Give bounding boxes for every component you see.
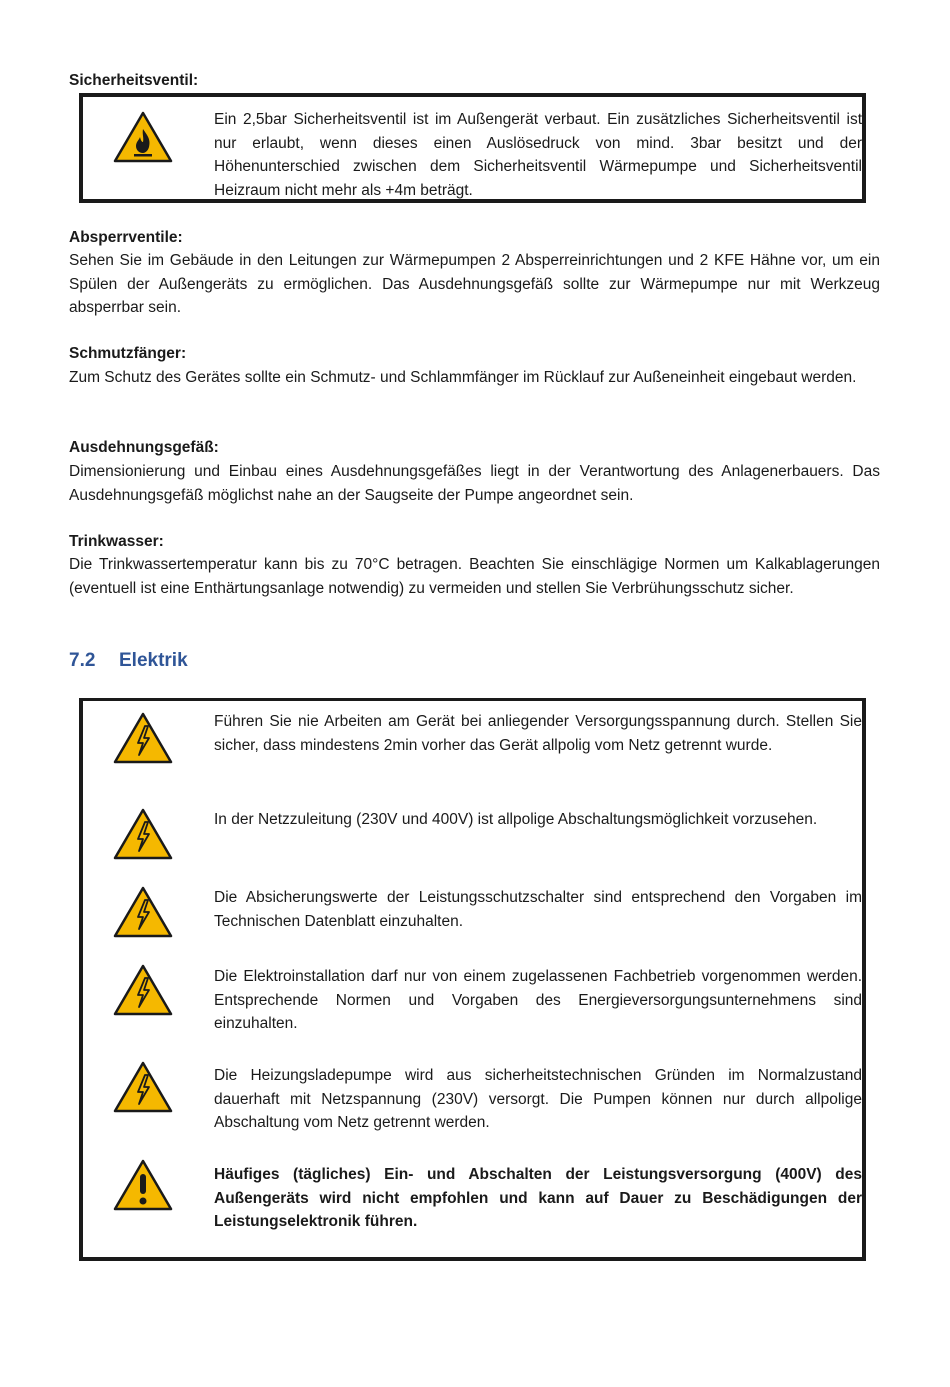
- warning-row: [83, 883, 862, 958]
- warning-row: [83, 962, 862, 1052]
- paragraph-trinkwasser: Die Trinkwassertemperatur kann bis zu 70°C betragen. Beachten Sie einschlägige Normen um Kalkablagerungen (eventuell ist eine Enthärtungsanlage notwendig) zu vermeiden und stellen Sie Verbrühungsschutz sicher.: [69, 556, 880, 597]
- warning-text: Häufiges (tägliches) Ein- und Abschalten der Leistungsversorgung (400V) des Außengeräts wird nicht empfohlen und kann auf Dauer zu Beschädigungen der Leistungselektronik führen.: [214, 1166, 862, 1230]
- warning-text: Ein 2,5bar Sicherheitsventil ist im Außengerät verbaut. Ein zusätzliches Sicherheitsventil ist nur erlaubt, wenn dieses einen Auslösedruck von mind. 3bar besitzt und der Höhenunterschied zwischen dem Sicherheitsventil Wärmepumpe und Sicherheitsventil Heizraum nicht mehr als +4m beträgt.: [214, 111, 862, 199]
- electrical-hazard-icon: [113, 808, 173, 860]
- heading-ausdehnungsgefaess: Ausdehnungsgefäß:: [69, 439, 219, 456]
- warning-box-elektrik: [79, 698, 866, 1261]
- warning-text: Die Heizungsladepumpe wird aus sicherheitstechnischen Gründen im Normalzustand dauerhaft mit Netzspannung (230V) versorgt. Die Pumpen können nur durch allpolige Abschaltung vom Netz getrennt werden.: [214, 1067, 862, 1131]
- heading-trinkwasser: Trinkwasser:: [69, 533, 164, 550]
- warning-row: [83, 804, 862, 879]
- warning-box-sicherheitsventil: [79, 93, 866, 203]
- warning-text: In der Netzzuleitung (230V und 400V) ist allpolige Abschaltungsmöglichkeit vorzusehen.: [214, 811, 818, 828]
- section-heading-elektrik: [69, 648, 188, 674]
- electrical-hazard-icon: [113, 1061, 173, 1113]
- flammable-warning-icon: [113, 111, 173, 163]
- warning-text: Führen Sie nie Arbeiten am Gerät bei anliegender Versorgungsspannung durch. Stellen Sie sicher, dass mindestens 2min vorher das Gerät allpolig vom Netz getrennt wurde.: [214, 713, 862, 754]
- paragraph-absperrventile: Sehen Sie im Gebäude in den Leitungen zur Wärmepumpen 2 Absperreinrichtungen und 2 KFE Hähne vor, um ein Spülen der Außengeräts zu ermöglichen. Das Ausdehnungsgefäß sollte zur Wärmepumpe nur mit Werkzeug absperrbar sein.: [69, 252, 880, 316]
- electrical-hazard-icon: [113, 712, 173, 764]
- electrical-hazard-icon: [113, 886, 173, 938]
- warning-row: [83, 1061, 862, 1151]
- heading-schmutzfaenger: Schmutzfänger:: [69, 345, 187, 362]
- warning-text: Die Elektroinstallation darf nur von einem zugelassenen Fachbetrieb vorgenommen werden. Entsprechende Normen und Vorgaben des Energieversorgungsunternehmens sind einzuhalten.: [214, 968, 862, 1032]
- paragraph-ausdehnungsgefaess: Dimensionierung und Einbau eines Ausdehnungsgefäßes liegt in der Verantwortung des Anlagenerbauers. Das Ausdehnungsgefäß möglichst nahe an der Saugseite der Pumpe angeordnet sein.: [69, 463, 880, 504]
- general-warning-icon: [113, 1159, 173, 1211]
- heading-sicherheitsventil: Sicherheitsventil:: [69, 72, 199, 89]
- paragraph-schmutzfaenger: Zum Schutz des Gerätes sollte ein Schmutz- und Schlammfänger im Rücklauf zur Außeneinheit eingebaut werden.: [69, 369, 857, 386]
- warning-row: [83, 709, 862, 794]
- heading-absperrventile: Absperrventile:: [69, 229, 183, 246]
- warning-text: Die Absicherungswerte der Leistungsschutzschalter sind entsprechend den Vorgaben im Technischen Datenblatt einzuhalten.: [214, 889, 862, 930]
- section-title: Elektrik: [119, 650, 188, 671]
- section-number: 7.2: [69, 650, 96, 671]
- electrical-hazard-icon: [113, 964, 173, 1016]
- warning-row: [83, 1159, 862, 1249]
